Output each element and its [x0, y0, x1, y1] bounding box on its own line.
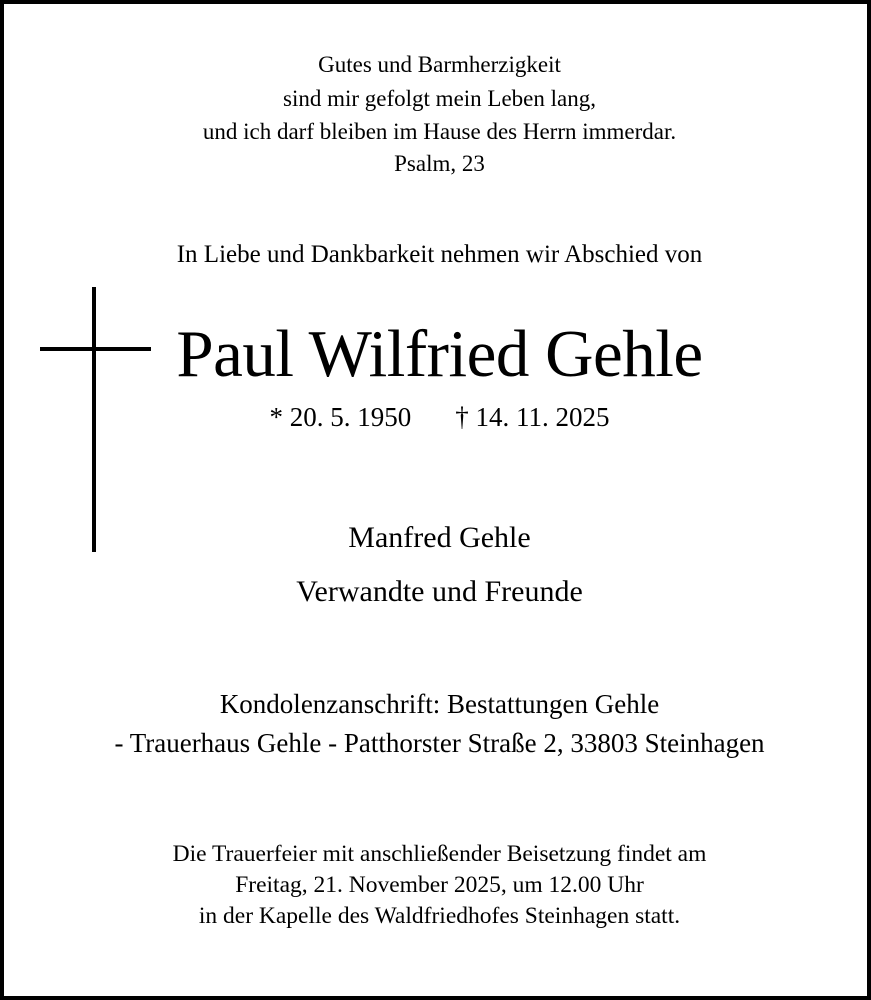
mourner-1: Manfred Gehle	[348, 521, 531, 554]
funeral-line-1: Die Trauerfeier mit anschließender Beisetzung findet am	[172, 841, 707, 867]
birth-date: * 20. 5. 1950	[269, 402, 412, 432]
mourner-2: Verwandte und Freunde	[296, 575, 583, 608]
death-date: † 14. 11. 2025	[455, 402, 610, 432]
funeral-line-2: Freitag, 21. November 2025, um 12.00 Uhr	[235, 872, 644, 898]
condolence-address-line-2: - Trauerhaus Gehle - Patthorster Straße 2, 33803 Steinhagen	[114, 728, 765, 758]
funeral-line-3: in der Kapelle des Waldfriedhofes Steinhagen statt.	[198, 903, 681, 929]
deceased-name: Paul Wilfried Gehle	[176, 317, 703, 391]
verse-line-1: Gutes und Barmherzigkeit	[318, 52, 561, 77]
verse-line-2: sind mir gefolgt mein Leben lang,	[283, 86, 596, 111]
verse-reference: Psalm, 23	[394, 151, 485, 176]
condolence-address-line-1: Kondolenzanschrift: Bestattungen Gehle	[219, 689, 660, 719]
intro-text: In Liebe und Dankbarkeit nehmen wir Abschied von	[176, 241, 703, 268]
verse-line-3: und ich darf bleiben im Hause des Herrn immerdar.	[202, 119, 677, 144]
life-dates	[4, 404, 871, 431]
